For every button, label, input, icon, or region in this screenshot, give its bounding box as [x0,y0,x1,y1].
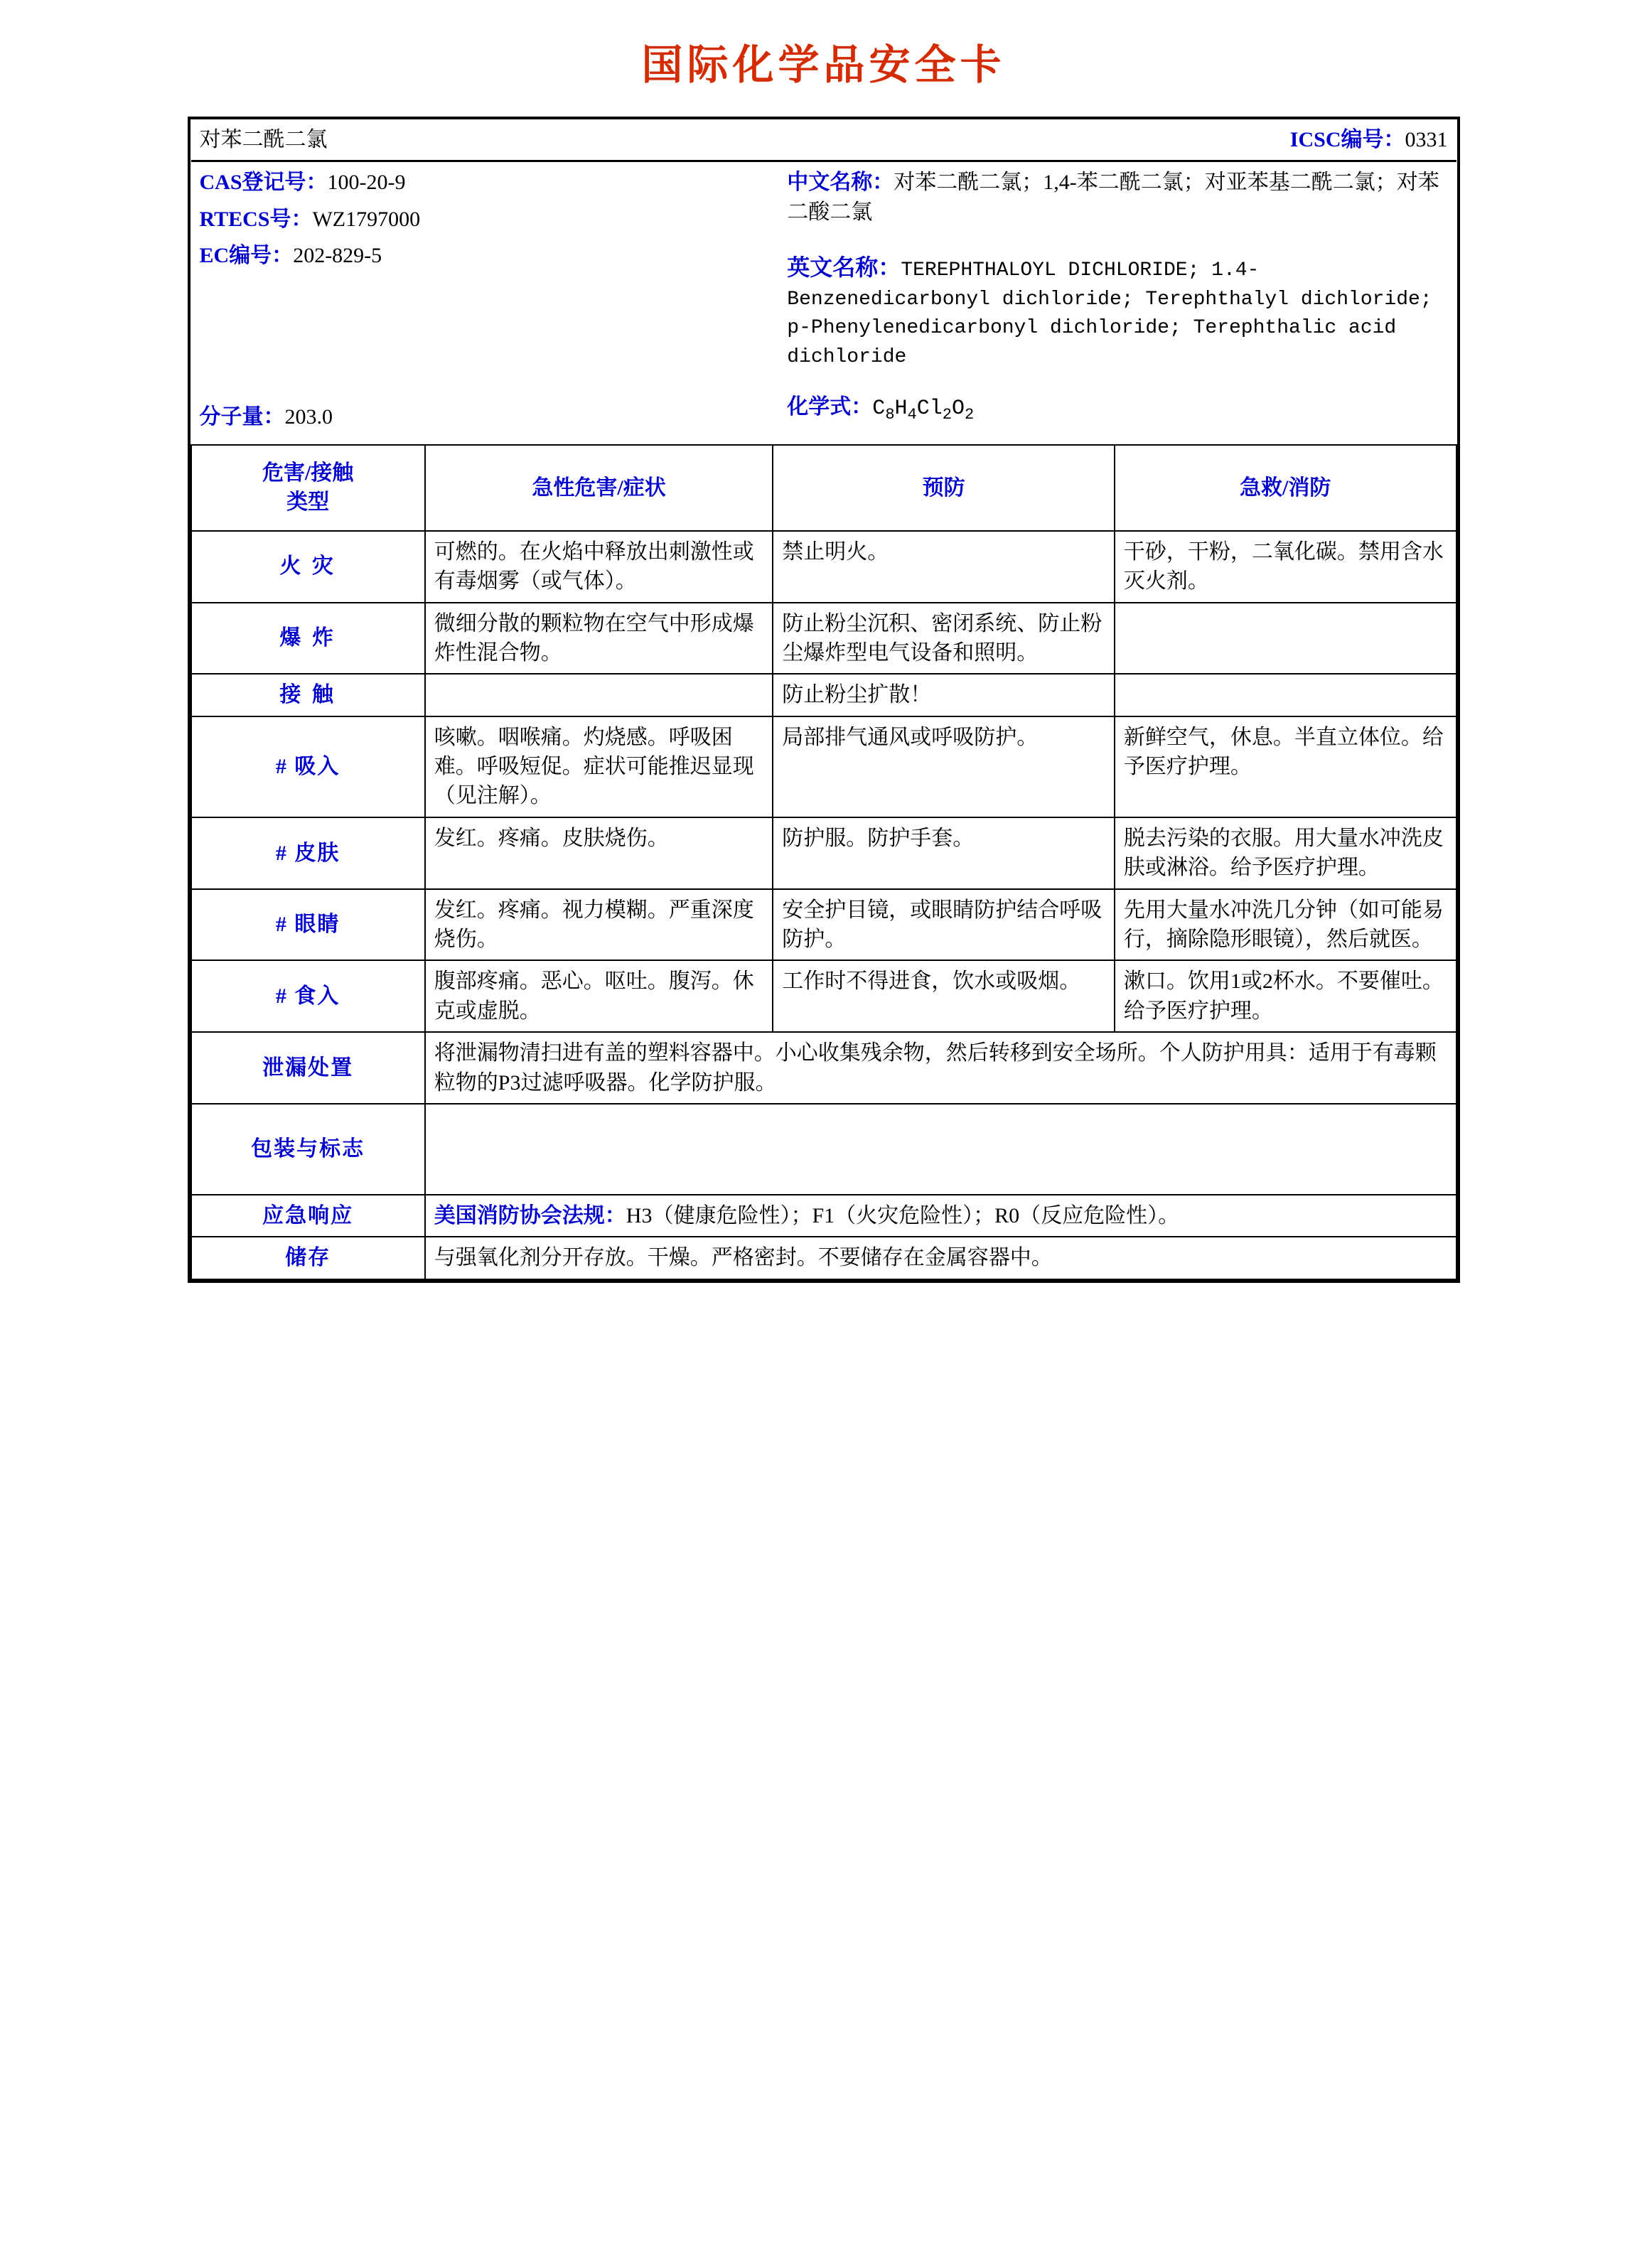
row-label-explosion: 爆 炸 [191,603,425,675]
chinese-names [787,168,1447,227]
row-label-skin: # 皮肤 [191,817,425,889]
cell-skin-acute: 发红。疼痛。皮肤烧伤。 [425,817,773,889]
substance-name: 对苯二酰二氯 [191,119,773,161]
section-content-spillage: 将泄漏物清扫进有盖的塑料容器中。小心收集残余物，然后转移到安全场所。个人防护用具：适用于有毒颗粒物的P3过滤呼吸器。化学防护服。 [425,1032,1456,1104]
section-label-storage: 储存 [191,1237,425,1279]
cell-ingestion-acute: 腹部疼痛。恶心。呕吐。腹泻。休克或虚脱。 [425,960,773,1032]
section-content-storage: 与强氧化剂分开存放。干燥。严格密封。不要储存在金属容器中。 [425,1237,1456,1279]
rtecs-label: RTECS号： [199,207,313,231]
table-row [191,960,1456,1032]
cell-eyes-firstaid: 先用大量水冲洗几分钟（如可能易行，摘除隐形眼镜），然后就医。 [1115,889,1456,961]
row-label-exposure: 接 触 [191,674,425,716]
cell-explosion-acute: 微细分散的颗粒物在空气中形成爆炸性混合物。 [425,603,773,675]
table-header-row [191,445,1456,531]
section-content-packaging [425,1104,1456,1195]
row-label-inhalation: # 吸入 [191,716,425,817]
section-label-emergency: 应急响应 [191,1195,425,1237]
page [0,31,1647,1283]
cell-inhalation-acute: 咳嗽。咽喉痛。灼烧感。呼吸困难。呼吸短促。症状可能推迟显现（见注解）。 [425,716,773,817]
row-label-ingestion: # 食入 [191,960,425,1032]
cas-line [200,168,765,197]
section-label-packaging: 包装与标志 [191,1104,425,1195]
cell-fire-prevention: 禁止明火。 [773,531,1115,603]
mw-label: 分子量： [199,404,285,429]
cell-skin-firstaid: 脱去污染的衣服。用大量水冲洗皮肤或淋浴。给予医疗护理。 [1115,817,1456,889]
rtecs-line [200,205,765,234]
col-firstaid: 急救/消防 [1115,445,1456,531]
col-hazard-type-line1: 危害/接触 [262,461,354,485]
icsc-table [191,119,1457,1280]
section-content-emergency [425,1195,1456,1237]
cas-label: CAS登记号： [199,171,328,195]
identification-right [773,161,1456,445]
row-label-fire: 火 灾 [191,531,425,603]
section-label-spillage: 泄漏处置 [191,1032,425,1104]
cell-exposure-prevention: 防止粉尘扩散！ [773,674,1115,716]
row-label-eyes: # 眼睛 [191,889,425,961]
icsc-number-cell [773,119,1456,161]
english-names-label: 英文名称： [787,254,901,281]
ec-value: 202-829-5 [293,244,382,268]
ec-line [200,241,765,270]
table-row [191,817,1456,889]
cell-explosion-prevention: 防止粉尘沉积、密闭系统、防止粉尘爆炸型电气设备和照明。 [773,603,1115,675]
mw-line [200,402,765,431]
formula-line [787,392,1447,426]
cell-ingestion-firstaid: 漱口。饮用1或2杯水。不要催吐。给予医疗护理。 [1115,960,1456,1032]
col-hazard-type-line2: 类型 [286,490,330,515]
icsc-number: 0331 [1405,128,1448,151]
chinese-names-value: 对苯二酰二氯；1,4-苯二酰二氯；对亚苯基二酰二氯；对苯二酸二氯 [787,171,1439,224]
cas-value: 100-20-9 [327,171,406,195]
rtecs-value: WZ1797000 [312,207,421,231]
chinese-names-label: 中文名称： [787,171,894,195]
cell-inhalation-prevention: 局部排气通风或呼吸防护。 [773,716,1115,817]
table-row [191,716,1456,817]
cell-skin-prevention: 防护服。防护手套。 [773,817,1115,889]
table-row [191,531,1456,603]
col-hazard-type [191,445,425,531]
section-row [191,1195,1456,1237]
icsc-label: ICSC编号： [1289,128,1405,151]
cell-ingestion-prevention: 工作时不得进食，饮水或吸烟。 [773,960,1115,1032]
cell-inhalation-firstaid: 新鲜空气，休息。半直立体位。给予医疗护理。 [1115,716,1456,817]
cell-explosion-firstaid [1115,603,1456,675]
icsc-card [188,117,1460,1283]
card-header-row [191,119,1456,161]
formula-value: $C_8H_4Cl_2O_2$ [872,396,975,424]
page-title: 国际化学品安全卡 [641,42,1006,88]
identification-block [191,161,1456,445]
col-acute-hazards: 急性危害/症状 [425,445,773,531]
english-names-value: TEREPHTHALOYL DICHLORIDE; 1.4-Benzenedicarbonyl dichloride; Terephthalyl dichloride; p-Phenylenedicarbonyl dichloride; Terephthalic acid dichloride [787,259,1432,368]
table-row [191,603,1456,675]
section-row [191,1237,1456,1279]
formula-label: 化学式： [787,394,873,419]
cell-fire-firstaid: 干砂，干粉，二氧化碳。禁用含水灭火剂。 [1115,531,1456,603]
section-row [191,1104,1456,1195]
ec-label: EC编号： [199,244,294,268]
cell-exposure-acute [425,674,773,716]
cell-eyes-acute: 发红。疼痛。视力模糊。严重深度烧伤。 [425,889,773,961]
identification-left [191,161,773,445]
nfpa-value: H3（健康危险性）；F1（火灾危险性）；R0（反应危险性）。 [626,1203,1180,1227]
table-row [191,889,1456,961]
mw-value: 203.0 [284,404,333,429]
cell-exposure-firstaid [1115,674,1456,716]
section-row [191,1032,1456,1104]
table-row [191,674,1456,716]
english-names [787,251,1447,372]
cell-eyes-prevention: 安全护目镜，或眼睛防护结合呼吸防护。 [773,889,1115,961]
nfpa-label: 美国消防协会法规： [434,1203,626,1227]
cell-fire-acute: 可燃的。在火焰中释放出刺激性或有毒烟雾（或气体）。 [425,531,773,603]
col-prevention: 预防 [773,445,1115,531]
